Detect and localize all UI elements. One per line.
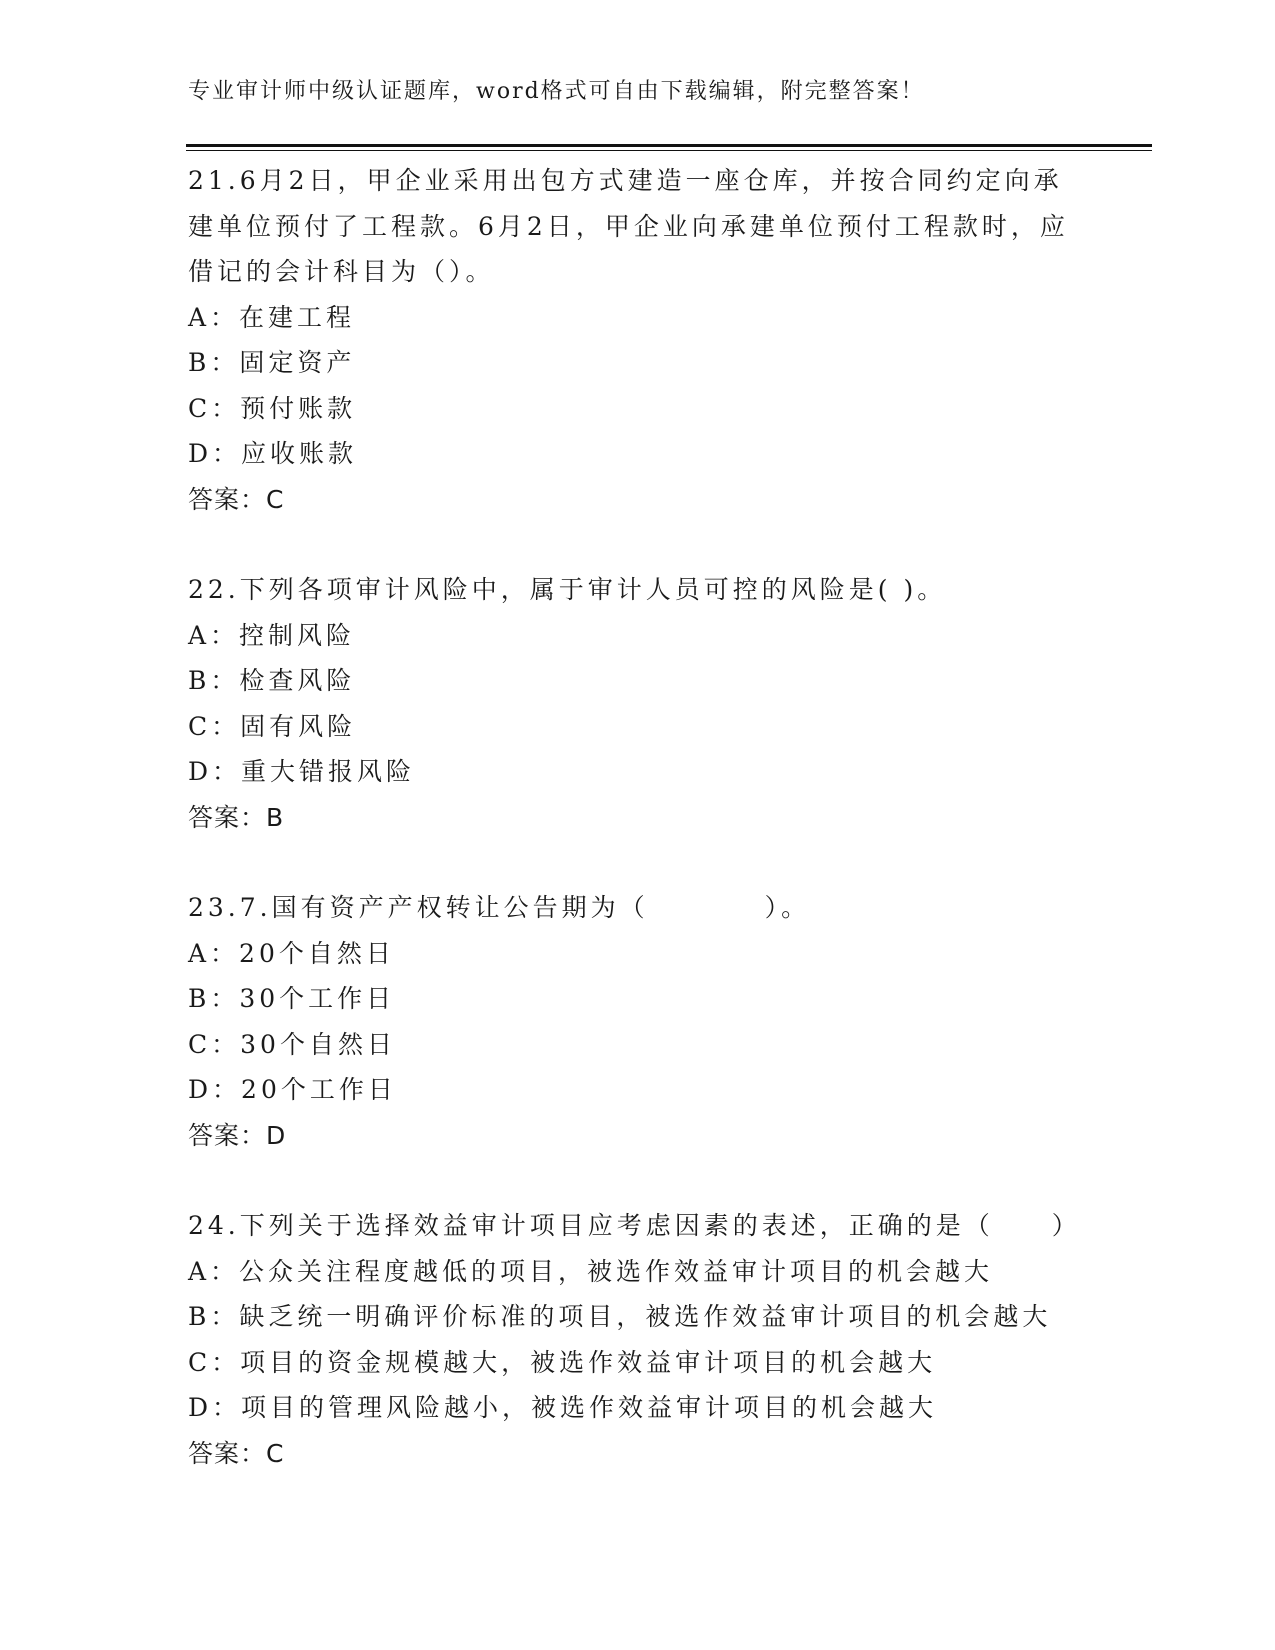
question-list <box>188 158 1088 1521</box>
option-d: D：项目的管理风险越小，被选作效益审计项目的机会越大 <box>188 1393 938 1422</box>
answer: 答案：D <box>188 1120 287 1150</box>
question-stem-line: 建单位预付了工程款。6月2日，甲企业向承建单位预付工程款时，应 <box>188 211 1069 241</box>
question-23 <box>188 885 1088 1158</box>
option-c: C：固有风险 <box>188 711 357 741</box>
option-b: B：缺乏统一明确评价标准的项目，被选作效益审计项目的机会越大 <box>188 1302 1052 1331</box>
option-a: A：公众关注程度越低的项目，被选作效益审计项目的机会越大 <box>188 1256 994 1286</box>
option-b: B：30个工作日 <box>188 984 396 1013</box>
option-c: C：30个自然日 <box>188 1029 396 1059</box>
question-stem-line: 22.下列各项审计风险中，属于审计人员可控的风险是( )。 <box>188 575 947 604</box>
question-21 <box>188 158 1088 522</box>
option-d: D：应收账款 <box>188 439 358 468</box>
header-rule-thick <box>186 144 1152 147</box>
option-d: D：重大错报风险 <box>188 757 416 786</box>
option-c: C：项目的资金规模越大，被选作效益审计项目的机会越大 <box>188 1347 937 1377</box>
page-header: 专业审计师中级认证题库，word格式可自由下载编辑，附完整答案！ <box>188 79 925 104</box>
answer: 答案：B <box>188 802 285 832</box>
answer: 答案：C <box>188 1438 285 1468</box>
option-a: A：控制风险 <box>188 620 356 650</box>
question-stem-line: 23.7.国有资产产权转让公告期为（ ）。 <box>188 893 811 922</box>
option-a: A：在建工程 <box>188 302 356 332</box>
option-d: D：20个工作日 <box>188 1075 397 1104</box>
question-stem-line: 21.6月2日，甲企业采用出包方式建造一座仓库，并按合同约定向承 <box>188 166 1063 195</box>
header-rule-thin <box>186 150 1152 151</box>
option-c: C：预付账款 <box>188 393 357 423</box>
question-stem-line: 24.下列关于选择效益审计项目应考虑因素的表述，正确的是（ ） <box>188 1211 1081 1240</box>
option-b: B：固定资产 <box>188 348 356 377</box>
option-b: B：检查风险 <box>188 666 356 695</box>
question-22 <box>188 567 1088 840</box>
option-a: A：20个自然日 <box>188 938 395 968</box>
question-24 <box>188 1203 1088 1476</box>
question-stem-line: 借记的会计科目为（）。 <box>188 257 495 286</box>
answer: 答案：C <box>188 484 285 514</box>
